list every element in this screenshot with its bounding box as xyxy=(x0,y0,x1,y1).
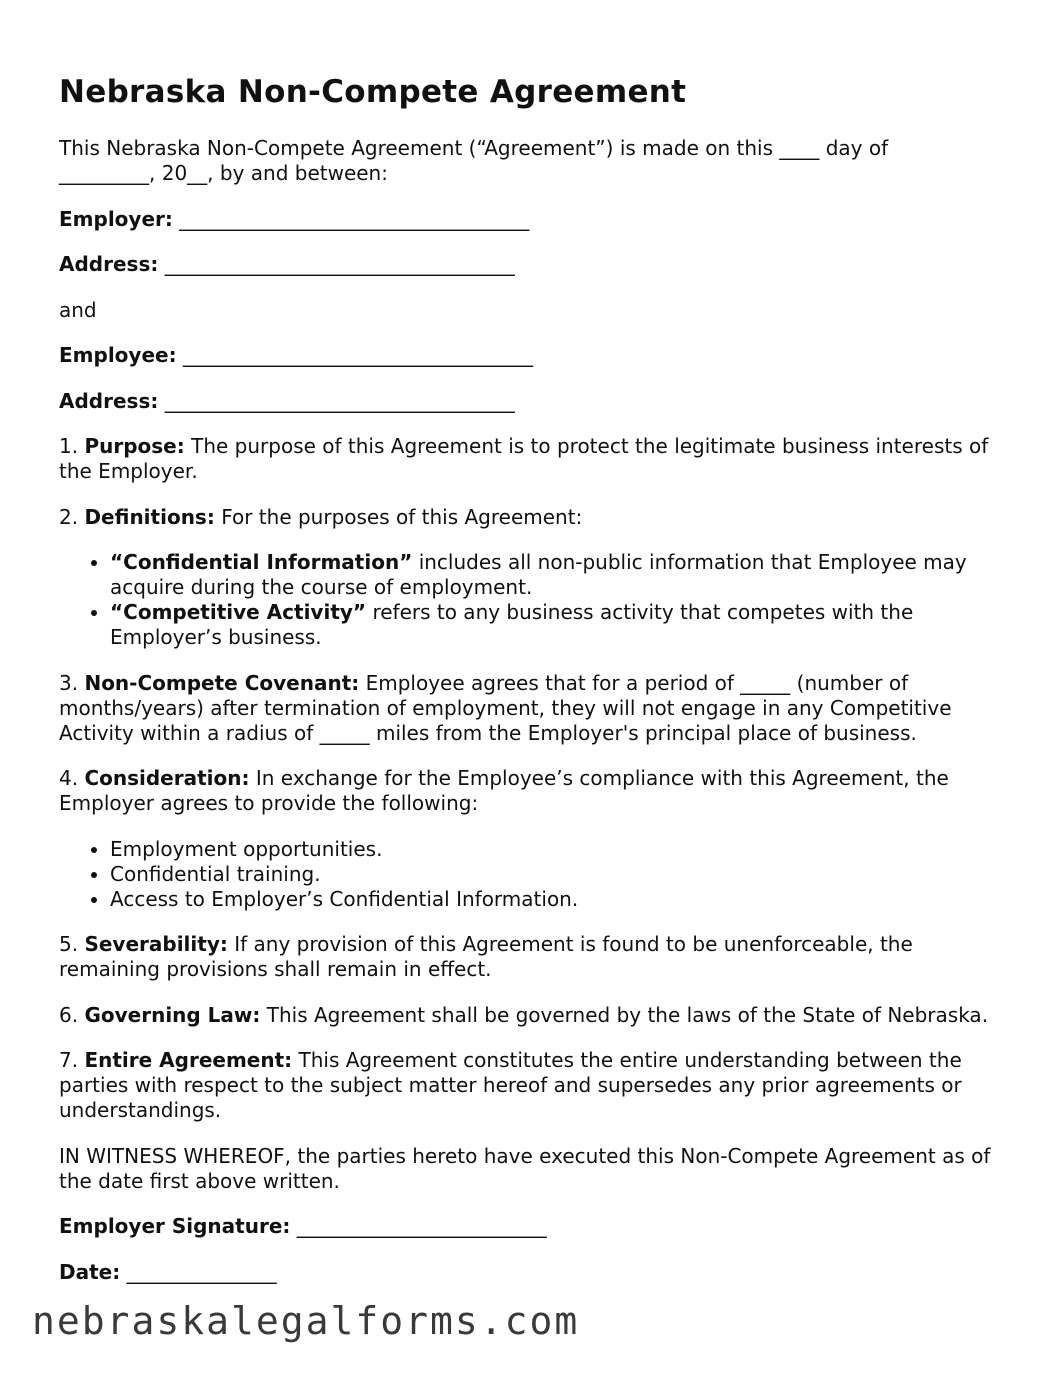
signature-label: Employer Signature: xyxy=(59,1214,291,1238)
employee-label: Employee: xyxy=(59,343,177,367)
employee-field xyxy=(59,343,1009,368)
section-heading: Purpose: xyxy=(84,434,185,458)
employee-address-field xyxy=(59,389,1009,414)
section-governing-law xyxy=(59,1003,1009,1028)
section-text: This Agreement shall be governed by the laws of the State of Nebraska. xyxy=(266,1002,989,1027)
signature-blank: _________________________ xyxy=(296,1214,547,1238)
section-entire-agreement xyxy=(59,1048,1009,1123)
employer-address-label: Address: xyxy=(59,252,159,276)
and-text: and xyxy=(59,297,97,322)
document-page xyxy=(59,72,1009,1305)
section-number: 5. xyxy=(59,932,79,956)
section-severability xyxy=(59,932,1009,982)
date-field xyxy=(59,1260,1009,1285)
section-purpose xyxy=(59,434,1009,484)
employer-address-blank: ___________________________________ xyxy=(164,252,515,276)
employer-address-field xyxy=(59,252,1009,277)
section-heading: Non-Compete Covenant: xyxy=(84,670,360,695)
intro-paragraph xyxy=(59,136,1009,186)
employer-label: Employer: xyxy=(59,206,173,231)
list-item: • Confidential training. xyxy=(110,862,1009,887)
section-text: If any provision of this Agreement is found to be unenforceable, the remaining provisions shall remain in effect. xyxy=(59,932,913,981)
definitions-list xyxy=(59,550,1009,650)
section-text: Employee agrees that for a period of _____ (number of months/years) after termination of employment, they will not engage in any Competitive Activity within a radius of _____ miles from the Employer's principal place of business. xyxy=(59,670,952,745)
definition-term: “Competitive Activity” xyxy=(110,600,367,624)
section-number: 4. xyxy=(59,766,79,790)
employer-signature-field xyxy=(59,1214,1009,1239)
section-number: 6. xyxy=(59,1002,79,1027)
section-text: This Agreement constitutes the entire understanding between the parties with respect to the subject matter hereof and supersedes any prior agreements or understandings. xyxy=(59,1048,962,1122)
list-item: • Access to Employer’s Confidential Information. xyxy=(110,887,1009,912)
intro-line-1: This Nebraska Non-Compete Agreement (“Agreement”) is made on this ____ day of xyxy=(59,136,889,160)
list-item xyxy=(110,600,1009,650)
site-watermark: nebraskalegalforms.com xyxy=(32,1298,583,1344)
section-consideration xyxy=(59,766,1009,816)
section-heading: Consideration: xyxy=(84,766,250,790)
date-label: Date: xyxy=(59,1259,121,1284)
section-text: In exchange for the Employee’s compliance with this Agreement, the Employer agrees to provide the following: xyxy=(59,766,949,815)
section-text: For the purposes of this Agreement: xyxy=(221,504,583,529)
list-item: • Employment opportunities. xyxy=(110,837,1009,862)
employee-address-label: Address: xyxy=(59,388,159,413)
intro-line-2: _________, 20__, by and between: xyxy=(59,161,388,185)
section-covenant xyxy=(59,671,1009,746)
employer-blank: ___________________________________ xyxy=(179,206,530,231)
employer-field xyxy=(59,207,1009,232)
section-number: 2. xyxy=(59,504,79,529)
section-definitions xyxy=(59,505,1009,530)
list-item xyxy=(110,550,1009,600)
definition-term: “Confidential Information” xyxy=(110,550,413,574)
document-title: Nebraska Non-Compete Agreement xyxy=(59,74,687,110)
section-number: 7. xyxy=(59,1048,79,1072)
witness-paragraph: IN WITNESS WHEREOF, the parties hereto have executed this Non-Compete Agreement as of the date first above written. xyxy=(59,1143,991,1193)
section-heading: Severability: xyxy=(84,932,228,956)
definition-text: refers to any business activity that competes with the Employer’s business. xyxy=(110,600,914,649)
employee-blank: ___________________________________ xyxy=(182,343,533,367)
section-heading: Definitions: xyxy=(84,504,215,529)
section-number: 1. xyxy=(59,434,79,458)
section-text: The purpose of this Agreement is to protect the legitimate business interests of the Employer. xyxy=(59,434,989,483)
consideration-list xyxy=(59,837,1009,912)
section-heading: Governing Law: xyxy=(84,1002,261,1027)
section-heading: Entire Agreement: xyxy=(84,1048,293,1072)
employee-address-blank: ___________________________________ xyxy=(164,388,515,413)
definition-text: includes all non-public information that Employee may acquire during the course of employment. xyxy=(110,550,967,599)
date-blank: _______________ xyxy=(126,1259,277,1284)
section-number: 3. xyxy=(59,670,79,695)
